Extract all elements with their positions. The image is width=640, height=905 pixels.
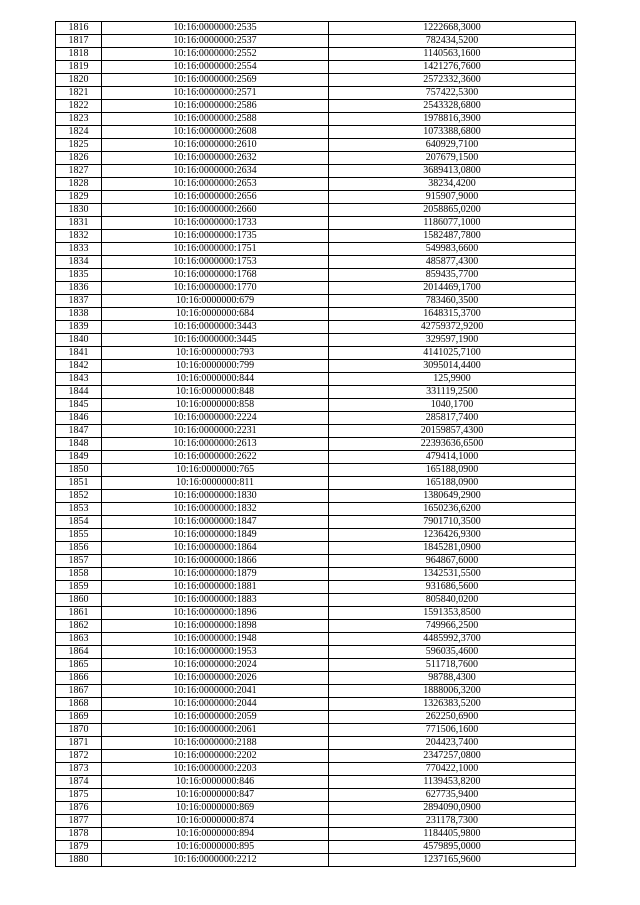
cadastral-value-cell: 7901710,3500 <box>329 516 576 529</box>
row-number-cell: 1869 <box>56 711 102 724</box>
cadastral-number-cell: 10:16:0000000:2586 <box>102 100 329 113</box>
table-row <box>56 74 576 87</box>
cadastral-number-cell: 10:16:0000000:2537 <box>102 35 329 48</box>
cadastral-number-cell: 10:16:0000000:2569 <box>102 74 329 87</box>
cadastral-number-cell: 10:16:0000000:2608 <box>102 126 329 139</box>
cadastral-number-cell: 10:16:0000000:2660 <box>102 204 329 217</box>
cadastral-value-cell: 1648315,3700 <box>329 308 576 321</box>
cadastral-value-cell: 749966,2500 <box>329 620 576 633</box>
cadastral-number-cell: 10:16:0000000:1948 <box>102 633 329 646</box>
row-number-cell: 1866 <box>56 672 102 685</box>
row-number-cell: 1879 <box>56 841 102 854</box>
cadastral-number-cell: 10:16:0000000:3445 <box>102 334 329 347</box>
cadastral-number-cell: 10:16:0000000:2613 <box>102 438 329 451</box>
table-row <box>56 152 576 165</box>
table-row <box>56 295 576 308</box>
cadastral-number-cell: 10:16:0000000:2610 <box>102 139 329 152</box>
cadastral-number-cell: 10:16:0000000:1881 <box>102 581 329 594</box>
cadastral-value-cell: 757422,5300 <box>329 87 576 100</box>
row-number-cell: 1821 <box>56 87 102 100</box>
cadastral-number-cell: 10:16:0000000:2554 <box>102 61 329 74</box>
table-row <box>56 256 576 269</box>
table-row <box>56 711 576 724</box>
cadastral-value-cell: 596035,4600 <box>329 646 576 659</box>
cadastral-value-cell: 640929,7100 <box>329 139 576 152</box>
cadastral-value-cell: 1140563,1600 <box>329 48 576 61</box>
row-number-cell: 1874 <box>56 776 102 789</box>
row-number-cell: 1822 <box>56 100 102 113</box>
row-number-cell: 1875 <box>56 789 102 802</box>
cadastral-value-cell: 4579895,0000 <box>329 841 576 854</box>
row-number-cell: 1870 <box>56 724 102 737</box>
row-number-cell: 1850 <box>56 464 102 477</box>
table-row <box>56 217 576 230</box>
cadastral-value-cell: 204423,7400 <box>329 737 576 750</box>
row-number-cell: 1833 <box>56 243 102 256</box>
cadastral-value-cell: 770422,1000 <box>329 763 576 776</box>
table-row <box>56 841 576 854</box>
row-number-cell: 1843 <box>56 373 102 386</box>
cadastral-number-cell: 10:16:0000000:2061 <box>102 724 329 737</box>
table-row <box>56 347 576 360</box>
row-number-cell: 1852 <box>56 490 102 503</box>
table-row <box>56 360 576 373</box>
cadastral-value-cell: 479414,1000 <box>329 451 576 464</box>
row-number-cell: 1846 <box>56 412 102 425</box>
table-row <box>56 35 576 48</box>
cadastral-number-cell: 10:16:0000000:1753 <box>102 256 329 269</box>
cadastral-number-cell: 10:16:0000000:811 <box>102 477 329 490</box>
cadastral-value-cell: 4485992,3700 <box>329 633 576 646</box>
cadastral-number-cell: 10:16:0000000:3443 <box>102 321 329 334</box>
cadastral-value-cell: 98788,4300 <box>329 672 576 685</box>
row-number-cell: 1849 <box>56 451 102 464</box>
row-number-cell: 1844 <box>56 386 102 399</box>
cadastral-value-cell: 1073388,6800 <box>329 126 576 139</box>
cadastral-value-cell: 231178,7300 <box>329 815 576 828</box>
row-number-cell: 1842 <box>56 360 102 373</box>
row-number-cell: 1873 <box>56 763 102 776</box>
row-number-cell: 1865 <box>56 659 102 672</box>
cadastral-value-cell: 2347257,0800 <box>329 750 576 763</box>
cadastral-number-cell: 10:16:0000000:858 <box>102 399 329 412</box>
table-row <box>56 269 576 282</box>
table-row <box>56 178 576 191</box>
table-row <box>56 204 576 217</box>
cadastral-number-cell: 10:16:0000000:1866 <box>102 555 329 568</box>
cadastral-number-cell: 10:16:0000000:2203 <box>102 763 329 776</box>
row-number-cell: 1827 <box>56 165 102 178</box>
cadastral-value-cell: 1236426,9300 <box>329 529 576 542</box>
cadastral-number-cell: 10:16:0000000:1883 <box>102 594 329 607</box>
row-number-cell: 1839 <box>56 321 102 334</box>
cadastral-value-cell: 1380649,2900 <box>329 490 576 503</box>
row-number-cell: 1848 <box>56 438 102 451</box>
cadastral-value-cell: 1326383,5200 <box>329 698 576 711</box>
cadastral-value-cell: 2014469,1700 <box>329 282 576 295</box>
cadastral-value-cell: 782434,5200 <box>329 35 576 48</box>
cadastral-value-cell: 2572332,3600 <box>329 74 576 87</box>
row-number-cell: 1832 <box>56 230 102 243</box>
row-number-cell: 1868 <box>56 698 102 711</box>
cadastral-value-cell: 1978816,3900 <box>329 113 576 126</box>
row-number-cell: 1859 <box>56 581 102 594</box>
cadastral-number-cell: 10:16:0000000:684 <box>102 308 329 321</box>
cadastral-number-cell: 10:16:0000000:765 <box>102 464 329 477</box>
cadastral-number-cell: 10:16:0000000:1770 <box>102 282 329 295</box>
cadastral-number-cell: 10:16:0000000:799 <box>102 360 329 373</box>
row-number-cell: 1836 <box>56 282 102 295</box>
table-row <box>56 490 576 503</box>
cadastral-value-cell: 859435,7700 <box>329 269 576 282</box>
cadastral-number-cell: 10:16:0000000:1849 <box>102 529 329 542</box>
row-number-cell: 1841 <box>56 347 102 360</box>
cadastral-value-cell: 329597,1900 <box>329 334 576 347</box>
table-row <box>56 282 576 295</box>
table-row <box>56 581 576 594</box>
cadastral-value-cell: 549983,6600 <box>329 243 576 256</box>
row-number-cell: 1817 <box>56 35 102 48</box>
cadastral-value-cell: 331119,2500 <box>329 386 576 399</box>
table-row <box>56 399 576 412</box>
row-number-cell: 1854 <box>56 516 102 529</box>
row-number-cell: 1825 <box>56 139 102 152</box>
table-row <box>56 165 576 178</box>
table-row <box>56 646 576 659</box>
row-number-cell: 1877 <box>56 815 102 828</box>
table-row <box>56 542 576 555</box>
row-number-cell: 1824 <box>56 126 102 139</box>
cadastral-value-cell: 1650236,6200 <box>329 503 576 516</box>
row-number-cell: 1818 <box>56 48 102 61</box>
cadastral-value-cell: 964867,6000 <box>329 555 576 568</box>
table-row <box>56 87 576 100</box>
cadastral-value-cell: 1888006,3200 <box>329 685 576 698</box>
cadastral-number-cell: 10:16:0000000:1751 <box>102 243 329 256</box>
table-row <box>56 828 576 841</box>
table-row <box>56 230 576 243</box>
cadastral-value-cell: 165188,0900 <box>329 477 576 490</box>
row-number-cell: 1867 <box>56 685 102 698</box>
table-row <box>56 373 576 386</box>
cadastral-number-cell: 10:16:0000000:2535 <box>102 22 329 35</box>
row-number-cell: 1856 <box>56 542 102 555</box>
cadastral-value-cell: 627735,9400 <box>329 789 576 802</box>
row-number-cell: 1857 <box>56 555 102 568</box>
table-row <box>56 438 576 451</box>
table-row <box>56 451 576 464</box>
row-number-cell: 1860 <box>56 594 102 607</box>
cadastral-number-cell: 10:16:0000000:1879 <box>102 568 329 581</box>
table-row <box>56 321 576 334</box>
row-number-cell: 1834 <box>56 256 102 269</box>
table-row <box>56 22 576 35</box>
row-number-cell: 1837 <box>56 295 102 308</box>
table-row <box>56 607 576 620</box>
table-row <box>56 503 576 516</box>
cadastral-number-cell: 10:16:0000000:2231 <box>102 425 329 438</box>
cadastral-value-cell: 285817,7400 <box>329 412 576 425</box>
cadastral-number-cell: 10:16:0000000:2571 <box>102 87 329 100</box>
cadastral-number-cell: 10:16:0000000:2632 <box>102 152 329 165</box>
cadastral-value-cell: 42759372,9200 <box>329 321 576 334</box>
row-number-cell: 1828 <box>56 178 102 191</box>
cadastral-number-cell: 10:16:0000000:2656 <box>102 191 329 204</box>
cadastral-value-cell: 931686,5600 <box>329 581 576 594</box>
cadastral-value-cell: 1222668,3000 <box>329 22 576 35</box>
cadastral-number-cell: 10:16:0000000:2552 <box>102 48 329 61</box>
cadastral-value-cell: 2058865,0200 <box>329 204 576 217</box>
row-number-cell: 1871 <box>56 737 102 750</box>
cadastral-number-cell: 10:16:0000000:848 <box>102 386 329 399</box>
cadastral-number-cell: 10:16:0000000:2059 <box>102 711 329 724</box>
cadastral-number-cell: 10:16:0000000:2653 <box>102 178 329 191</box>
cadastral-value-cell: 2894090,0900 <box>329 802 576 815</box>
row-number-cell: 1872 <box>56 750 102 763</box>
cadastral-number-cell: 10:16:0000000:844 <box>102 373 329 386</box>
cadastral-number-cell: 10:16:0000000:1847 <box>102 516 329 529</box>
row-number-cell: 1853 <box>56 503 102 516</box>
cadastral-number-cell: 10:16:0000000:1953 <box>102 646 329 659</box>
cadastral-value-cell: 1591353,8500 <box>329 607 576 620</box>
row-number-cell: 1863 <box>56 633 102 646</box>
cadastral-number-cell: 10:16:0000000:1735 <box>102 230 329 243</box>
cadastral-number-cell: 10:16:0000000:1830 <box>102 490 329 503</box>
row-number-cell: 1816 <box>56 22 102 35</box>
table-row <box>56 126 576 139</box>
cadastral-number-cell: 10:16:0000000:793 <box>102 347 329 360</box>
row-number-cell: 1830 <box>56 204 102 217</box>
cadastral-number-cell: 10:16:0000000:2212 <box>102 854 329 867</box>
table-row <box>56 737 576 750</box>
cadastral-number-cell: 10:16:0000000:2041 <box>102 685 329 698</box>
table-row <box>56 113 576 126</box>
row-number-cell: 1840 <box>56 334 102 347</box>
cadastral-value-cell: 1139453,8200 <box>329 776 576 789</box>
table-row <box>56 477 576 490</box>
table-row <box>56 334 576 347</box>
row-number-cell: 1826 <box>56 152 102 165</box>
cadastral-value-cell: 485877,4300 <box>329 256 576 269</box>
row-number-cell: 1855 <box>56 529 102 542</box>
table-row <box>56 724 576 737</box>
cadastral-value-cell: 1342531,5500 <box>329 568 576 581</box>
cadastral-value-cell: 783460,3500 <box>329 295 576 308</box>
table-row <box>56 698 576 711</box>
cadastral-value-cell: 511718,7600 <box>329 659 576 672</box>
row-number-cell: 1829 <box>56 191 102 204</box>
row-number-cell: 1847 <box>56 425 102 438</box>
cadastral-value-cell: 207679,1500 <box>329 152 576 165</box>
cadastral-value-cell: 1184405,9800 <box>329 828 576 841</box>
cadastral-number-cell: 10:16:0000000:2224 <box>102 412 329 425</box>
cadastral-value-cell: 20159857,4300 <box>329 425 576 438</box>
table-row <box>56 620 576 633</box>
table-row <box>56 685 576 698</box>
row-number-cell: 1831 <box>56 217 102 230</box>
row-number-cell: 1823 <box>56 113 102 126</box>
cadastral-number-cell: 10:16:0000000:895 <box>102 841 329 854</box>
cadastral-number-cell: 10:16:0000000:894 <box>102 828 329 841</box>
row-number-cell: 1876 <box>56 802 102 815</box>
cadastral-value-cell: 22393636,6500 <box>329 438 576 451</box>
cadastral-value-cell: 4141025,7100 <box>329 347 576 360</box>
table-row <box>56 139 576 152</box>
cadastral-number-cell: 10:16:0000000:2622 <box>102 451 329 464</box>
cadastral-number-cell: 10:16:0000000:2634 <box>102 165 329 178</box>
row-number-cell: 1862 <box>56 620 102 633</box>
table-row <box>56 529 576 542</box>
table-row <box>56 672 576 685</box>
cadastral-value-cell: 165188,0900 <box>329 464 576 477</box>
table-row <box>56 425 576 438</box>
table-row <box>56 386 576 399</box>
cadastral-number-cell: 10:16:0000000:1768 <box>102 269 329 282</box>
table-row <box>56 802 576 815</box>
cadastral-number-cell: 10:16:0000000:679 <box>102 295 329 308</box>
cadastral-number-cell: 10:16:0000000:1832 <box>102 503 329 516</box>
table-row <box>56 464 576 477</box>
table-row <box>56 815 576 828</box>
cadastral-value-cell: 125,9900 <box>329 373 576 386</box>
row-number-cell: 1880 <box>56 854 102 867</box>
table-row <box>56 763 576 776</box>
cadastral-value-cell: 2543328,6800 <box>329 100 576 113</box>
cadastral-number-cell: 10:16:0000000:874 <box>102 815 329 828</box>
cadastral-number-cell: 10:16:0000000:2188 <box>102 737 329 750</box>
table-row <box>56 308 576 321</box>
table-row <box>56 854 576 867</box>
row-number-cell: 1858 <box>56 568 102 581</box>
cadastral-number-cell: 10:16:0000000:1864 <box>102 542 329 555</box>
table-row <box>56 61 576 74</box>
cadastral-value-cell: 771506,1600 <box>329 724 576 737</box>
cadastral-number-cell: 10:16:0000000:2024 <box>102 659 329 672</box>
cadastral-value-cell: 1421276,7600 <box>329 61 576 74</box>
table-body <box>56 22 576 867</box>
table-row <box>56 48 576 61</box>
cadastral-value-cell: 262250,6900 <box>329 711 576 724</box>
row-number-cell: 1878 <box>56 828 102 841</box>
row-number-cell: 1861 <box>56 607 102 620</box>
table-row <box>56 100 576 113</box>
table-row <box>56 776 576 789</box>
cadastral-number-cell: 10:16:0000000:2026 <box>102 672 329 685</box>
row-number-cell: 1819 <box>56 61 102 74</box>
table-row <box>56 568 576 581</box>
cadastral-number-cell: 10:16:0000000:2044 <box>102 698 329 711</box>
cadastral-value-cell: 38234,4200 <box>329 178 576 191</box>
cadastral-value-cell: 3095014,4400 <box>329 360 576 373</box>
cadastral-number-cell: 10:16:0000000:2588 <box>102 113 329 126</box>
row-number-cell: 1864 <box>56 646 102 659</box>
row-number-cell: 1851 <box>56 477 102 490</box>
cadastral-value-cell: 1582487,7800 <box>329 230 576 243</box>
cadastral-value-cell: 805840,0200 <box>329 594 576 607</box>
table-row <box>56 516 576 529</box>
table-row <box>56 789 576 802</box>
cadastral-value-cell: 1237165,9600 <box>329 854 576 867</box>
table-row <box>56 243 576 256</box>
table-row <box>56 750 576 763</box>
cadastral-value-cell: 1186077,1000 <box>329 217 576 230</box>
table-row <box>56 633 576 646</box>
cadastral-number-cell: 10:16:0000000:1898 <box>102 620 329 633</box>
cadastral-number-cell: 10:16:0000000:1896 <box>102 607 329 620</box>
table-row <box>56 594 576 607</box>
cadastral-value-cell: 1845281,0900 <box>329 542 576 555</box>
table-row <box>56 555 576 568</box>
cadastral-value-cell: 915907,9000 <box>329 191 576 204</box>
cadastral-value-table <box>55 21 576 867</box>
cadastral-number-cell: 10:16:0000000:1733 <box>102 217 329 230</box>
table-row <box>56 659 576 672</box>
table-row <box>56 412 576 425</box>
cadastral-number-cell: 10:16:0000000:847 <box>102 789 329 802</box>
table-row <box>56 191 576 204</box>
cadastral-number-cell: 10:16:0000000:2202 <box>102 750 329 763</box>
cadastral-number-cell: 10:16:0000000:846 <box>102 776 329 789</box>
row-number-cell: 1845 <box>56 399 102 412</box>
cadastral-value-cell: 1040,1700 <box>329 399 576 412</box>
cadastral-number-cell: 10:16:0000000:869 <box>102 802 329 815</box>
row-number-cell: 1820 <box>56 74 102 87</box>
row-number-cell: 1838 <box>56 308 102 321</box>
cadastral-value-cell: 3689413,0800 <box>329 165 576 178</box>
row-number-cell: 1835 <box>56 269 102 282</box>
